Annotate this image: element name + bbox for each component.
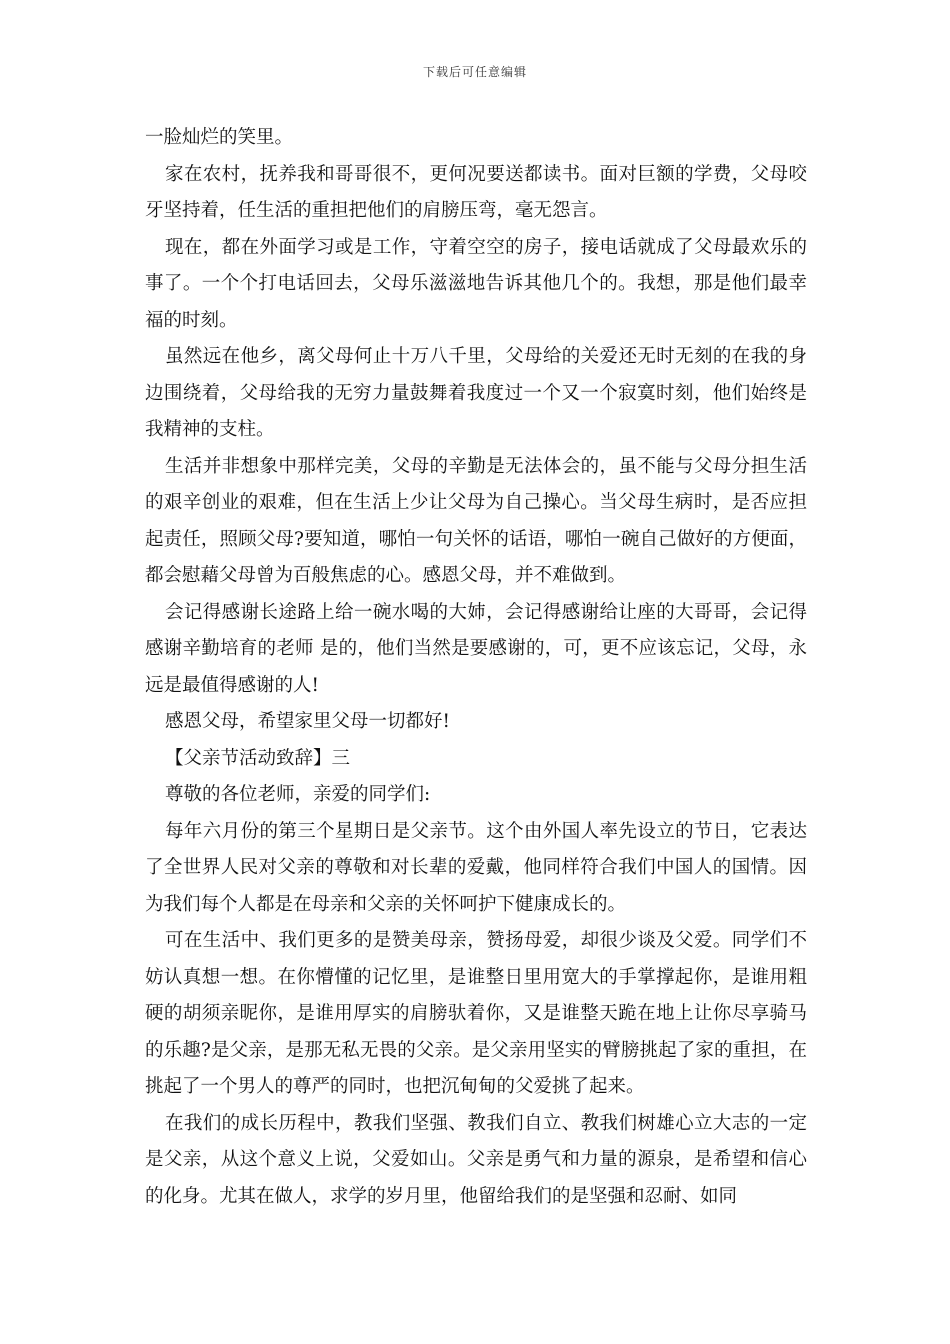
page-header: 下载后可任意编辑	[422, 65, 527, 79]
paragraph: 现在，都在外面学习或是工作，守着空空的房子，接电话就成了父母最欢乐的事了。一个个打电话回去，父母乐滋滋地告诉其他几个的。我想，那是他们最幸福的时刻。	[145, 236, 807, 331]
paragraph: 会记得感谢长途路上给一碗水喝的大姉，会记得感谢给让座的大哥哥，会记得感谢辛勤培育的老师 是的，他们当然是要感谢的，可，更不应该忘记，父母，永远是最值得感谢的人!	[145, 601, 807, 696]
document-body	[145, 120, 807, 1215]
section-heading: 【父亲节活动致辞】三	[165, 747, 351, 769]
paragraph: 在我们的成长历程中，教我们坚强、教我们自立、教我们树雄心立大志的一定是父亲，从这个意义上说，父爱如山。父亲是勇气和力量的源泉，是希望和信心的化身。尤其在做人，求学的岁月里，他留给我们的是坚强和忍耐、如同	[145, 1112, 807, 1207]
paragraph: 每年六月份的第三个星期日是父亲节。这个由外国人率先设立的节日，它表达了全世界人民对父亲的尊敬和对长辈的爱戴，他同样符合我们中国人的国情。因为我们每个人都是在母亲和父亲的关怀呵护下健康成长的。	[145, 820, 807, 915]
paragraph: 感恩父母，希望家里父母一切都好!	[165, 711, 450, 732]
paragraph: 一脸灿烂的笑里。	[145, 127, 294, 148]
paragraph: 家在农村，抚养我和哥哥很不，更何况要送都读书。面对巨额的学费，父母咬牙坚持着，任生活的重担把他们的肩膀压弯，毫无怨言。	[145, 163, 807, 221]
paragraph: 可在生活中、我们更多的是赞美母亲，赞扬母爱，却很少谈及父爱。同学们不妨认真想一想。在你懵懂的记忆里，是谁整日里用宽大的手掌撑起你，是谁用粗硬的胡须亲昵你，是谁用厚实的肩膀驮着你，又是谁整天跪在地上让你尽享骑马的乐趣?是父亲，是那无私无畏的父亲。是父亲用坚实的臂膀挑起了家的重担，在挑起了一个男人的尊严的同时，也把沉甸甸的父爱挑了起来。	[145, 930, 807, 1097]
salutation: 尊敬的各位老师，亲爱的同学们:	[165, 784, 431, 805]
paragraph: 生活并非想象中那样完美，父母的辛勤是无法体会的，虽不能与父母分担生活的艰辛创业的艰难，但在生活上少让父母为自己操心。当父母生病时，是否应担起责任，照顾父母?要知道，哪怕一句关怀的话语，哪怕一碗自己做好的方便面，都会慰藉父母曾为百般焦虑的心。感恩父母，并不难做到。	[145, 455, 807, 586]
paragraph: 虽然远在他乡，离父母何止十万八千里，父母给的关爱还无时无刻的在我的身边围绕着，父母给我的无穷力量鼓舞着我度过一个又一个寂寞时刻，他们始终是我精神的支柱。	[145, 346, 807, 440]
